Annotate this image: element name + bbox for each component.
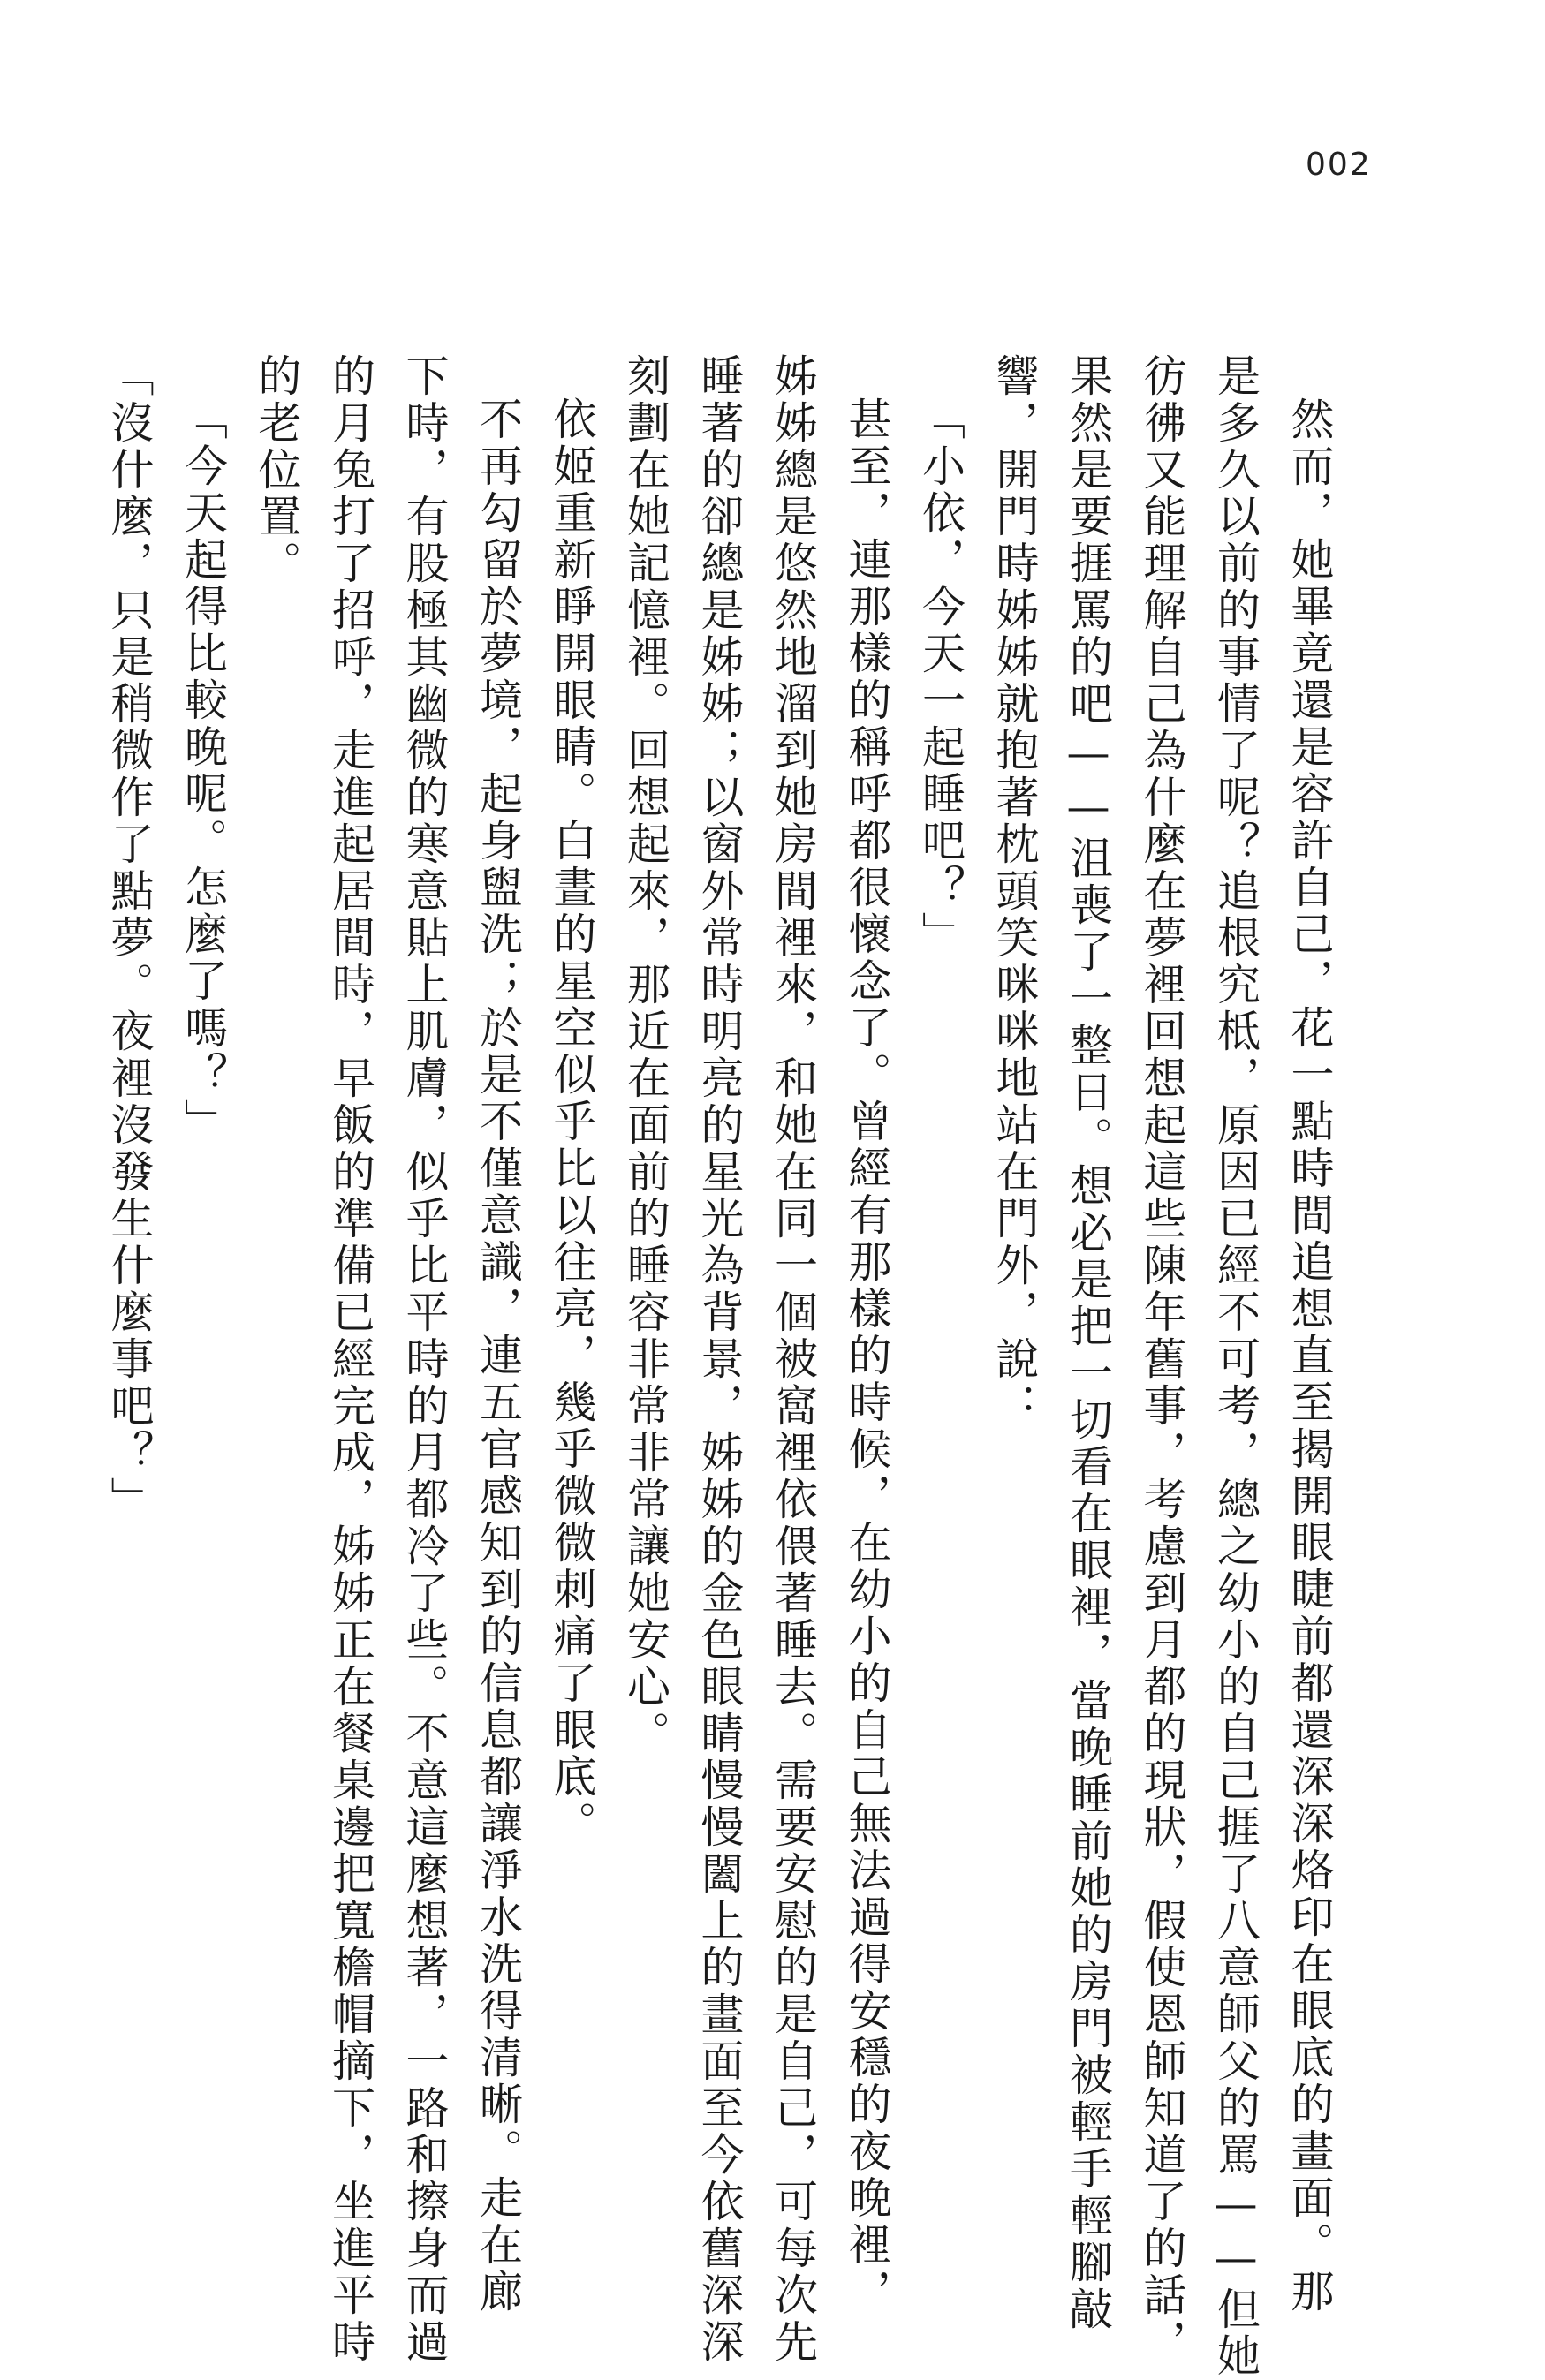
paragraph-line: 的老位置。 — [252, 353, 302, 587]
paragraph-line: 然而，她畢竟還是容許自己，花一點時間追想直至揭開眼睫前都還深深烙印在眼底的畫面。那 — [1284, 397, 1335, 2316]
page-number: 002 — [1306, 147, 1372, 183]
dialogue-line: 「沒什麼，只是稍微作了點夢。夜裡沒發生什麼事吧？」 — [104, 353, 155, 1523]
paragraph-line: 是多久以前的事情了呢？追根究柢，原因已經不可考，總之幼小的自己捱了八意師父的罵——但她 — [1210, 353, 1261, 2380]
paragraph-line: 不再勾留於夢境，起身盥洗；於是不僅意識，連五官感知到的信息都讓淨水洗得清晰。走在廊 — [473, 397, 524, 2316]
paragraph-line: 下時，有股極其幽微的寒意貼上肌膚，似乎比平時的月都冷了些。不意這麼想著，一路和擦身而過 — [399, 353, 450, 2366]
paragraph-line: 刻劃在她記憶裡。回想起來，那近在面前的睡容非常非常讓她安心。 — [620, 353, 671, 1757]
paragraph-line: 睡著的卻總是姊姊；以窗外常時明亮的星光為背景，姊姊的金色眼睛慢慢闔上的畫面至今依舊深深 — [694, 353, 745, 2366]
paragraph-line: 甚至，連那樣的稱呼都很懷念了。曾經有那樣的時候，在幼小的自己無法過得安穩的夜晚裡， — [842, 397, 892, 2316]
paragraph-line: 果然是要捱罵的吧——沮喪了一整日。想必是把一切看在眼裡，當晚睡前她的房門被輕手輕腳敲 — [1063, 353, 1114, 2333]
paragraph-line: 依姬重新睜開眼睛。白晝的星空似乎比以往亮，幾乎微微刺痛了眼底。 — [547, 397, 597, 1847]
paragraph-line: 響，開門時姊姊就抱著枕頭笑咪咪地站在門外，說： — [989, 353, 1040, 1430]
paragraph-line: 姊姊總是悠然地溜到她房間裡來，和她在同一個被窩裡依偎著睡去。需要安慰的是自己，可每次先 — [768, 353, 819, 2366]
body-text — [93, 353, 1347, 2380]
dialogue-line: 「小依，今天一起睡吧？」 — [915, 397, 966, 958]
paragraph-line: 彷彿又能理解自己為什麼在夢裡回想起這些陳年舊事，考慮到月都的現狀，假使恩師知道了的話， — [1137, 353, 1187, 2366]
paragraph-line: 的月兔打了招呼，走進起居間時，早飯的準備已經完成，姊姊正在餐桌邊把寬檐帽摘下，坐進平時 — [325, 353, 376, 2366]
dialogue-line: 「今天起得比較晚呢。怎麼了嗎？」 — [178, 397, 229, 1145]
